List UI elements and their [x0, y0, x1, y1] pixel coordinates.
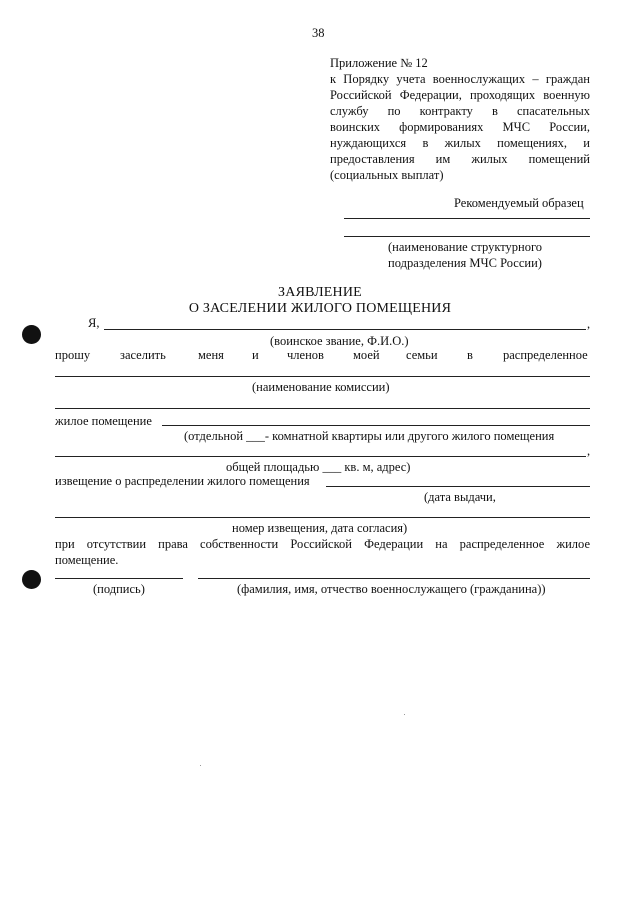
housing-field[interactable]	[162, 425, 590, 426]
request-word: распределенное	[503, 348, 588, 362]
commission-field-continuation[interactable]	[55, 408, 590, 409]
appendix-line: службу по контракту в спасательных	[330, 104, 590, 118]
addressee-line-2[interactable]	[344, 236, 590, 237]
issue-date-caption: (дата выдачи,	[424, 490, 496, 504]
appendix-line: воинских формированиях МЧС России,	[330, 120, 590, 134]
request-word: в	[467, 348, 473, 362]
notice-number-caption: номер извещения, дата согласия)	[232, 521, 408, 535]
addressee-line-1[interactable]	[344, 218, 590, 219]
full-name-field[interactable]	[198, 578, 590, 579]
scan-speck	[404, 714, 405, 715]
housing-label: жилое помещение	[55, 414, 152, 428]
rank-name-caption: (воинское звание, Ф.И.О.)	[270, 334, 409, 348]
appendix-line: к Порядку учета военнослужащих – граждан	[330, 72, 590, 86]
recommended-sample-label: Рекомендуемый образец	[454, 196, 584, 210]
page-number: 38	[312, 26, 325, 40]
absence-text: при отсутствии права собственности Российской Федерации на распределенное жилое	[55, 537, 590, 551]
addressee-caption: (наименование структурного	[388, 240, 543, 254]
commission-caption: (наименование комиссии)	[252, 380, 390, 394]
punch-hole	[22, 570, 41, 589]
i-label: Я,	[88, 316, 100, 330]
appendix-line: Российской Федерации, проходящих военную	[330, 88, 590, 102]
request-word: меня	[198, 348, 224, 362]
document-title: ЗАЯВЛЕНИЕ	[278, 285, 362, 300]
punch-hole	[22, 325, 41, 344]
notice-field-continuation[interactable]	[55, 517, 590, 518]
request-word: семьи	[406, 348, 438, 362]
document-subtitle: О ЗАСЕЛЕНИИ ЖИЛОГО ПОМЕЩЕНИЯ	[188, 301, 452, 316]
notice-field[interactable]	[326, 486, 590, 487]
addressee-caption: подразделения МЧС России)	[388, 256, 542, 270]
commission-field[interactable]	[55, 376, 590, 377]
request-word: членов	[287, 348, 324, 362]
request-word: прошу	[55, 348, 91, 362]
scan-speck	[200, 765, 201, 766]
housing-field-continuation[interactable]	[55, 456, 586, 457]
area-caption: общей площадью ___ кв. м, адрес)	[226, 460, 411, 474]
request-word: моей	[353, 348, 380, 362]
appendix-line: предоставления им жилых помещений	[330, 152, 590, 166]
notice-label: извещение о распределении жилого помещения	[55, 474, 310, 488]
signature-field[interactable]	[55, 578, 183, 579]
appendix-title: Приложение № 12	[330, 56, 428, 70]
request-word: и	[252, 348, 259, 362]
appendix-line: нуждающихся в жилых помещениях, и	[330, 136, 590, 150]
request-word: заселить	[120, 348, 166, 362]
absence-text: помещение.	[55, 553, 119, 567]
full-name-caption: (фамилия, имя, отчество военнослужащего (гражданина))	[237, 582, 546, 596]
comma: ,	[587, 444, 591, 458]
appendix-line: (социальных выплат)	[330, 168, 444, 182]
apartment-caption: (отдельной ___- комнатной квартиры или другого жилого помещения	[184, 429, 555, 443]
comma: ,	[587, 317, 591, 331]
rank-name-field[interactable]	[104, 329, 586, 330]
signature-caption: (подпись)	[93, 582, 145, 596]
